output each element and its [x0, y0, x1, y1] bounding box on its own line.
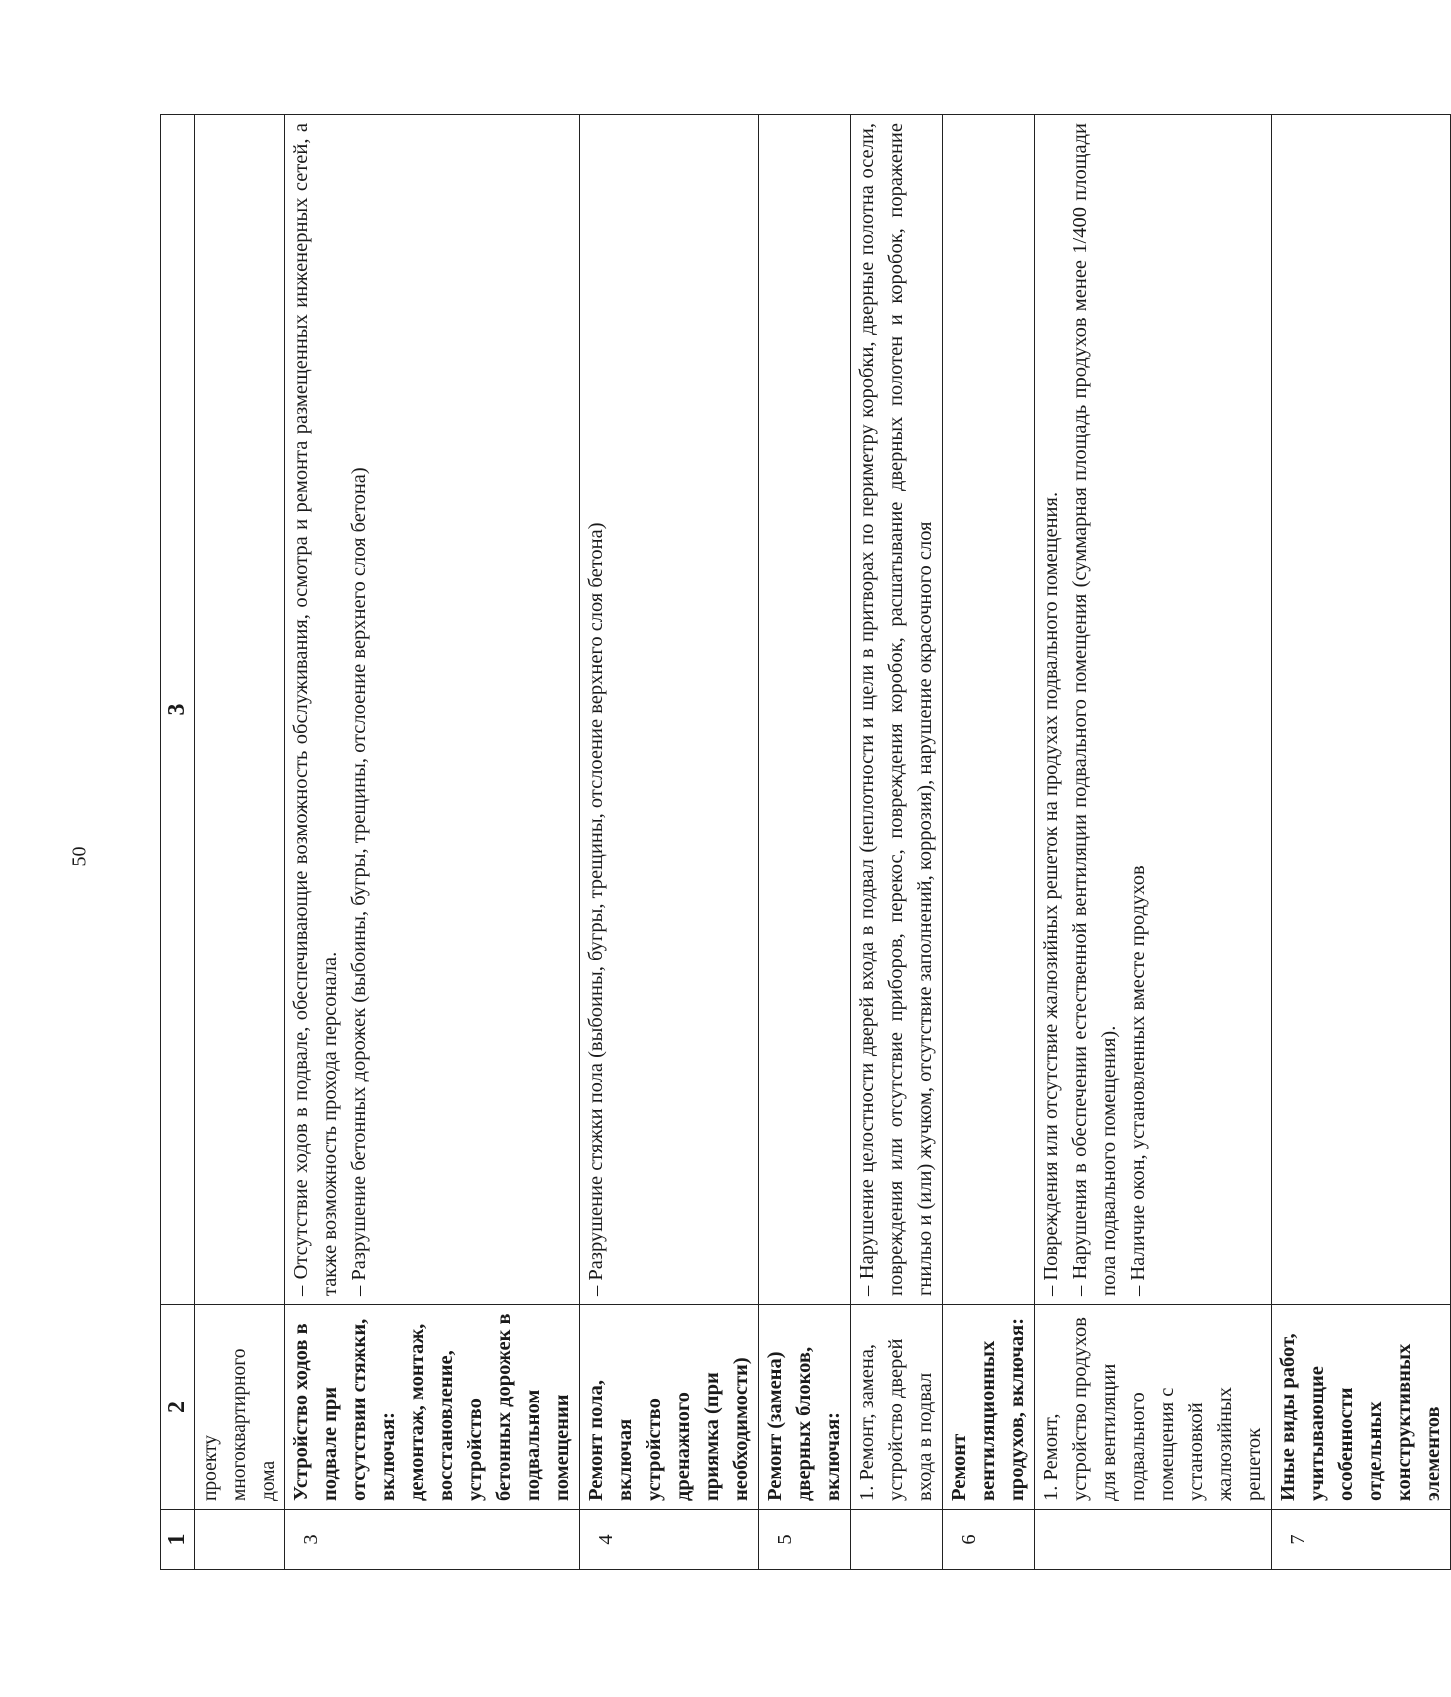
- table-row: [580, 115, 759, 1570]
- defect-description: [759, 115, 851, 1305]
- row-number: 3: [285, 1510, 580, 1570]
- row-number: 4: [580, 1510, 759, 1570]
- defect-item: – Наличие окон, установленных вместе продухов: [1127, 865, 1149, 1296]
- table-row: [1272, 115, 1451, 1570]
- work-title: Устройство ходов в подвале при отсутствии стяжки, включая: демонтаж, монтаж, восстановление, устройство бетонных дорожек в подвальном помещении: [285, 1305, 580, 1510]
- page-number: 50: [68, 846, 91, 867]
- table-row: [851, 115, 943, 1570]
- table-row: [943, 115, 1035, 1570]
- row-number: [851, 1510, 943, 1570]
- header-col-3: 3: [161, 115, 195, 1305]
- defect-item: – Разрушение бетонных дорожек (выбоины, бугры, трещины, отслоение верхнего слоя бетона): [348, 467, 370, 1296]
- row-number: 7: [1272, 1510, 1451, 1570]
- defect-description: [1272, 115, 1451, 1305]
- work-title: Ремонт (замена) дверных блоков, включая:: [759, 1305, 851, 1510]
- table-row: [1035, 115, 1272, 1570]
- defect-item: – Нарушения в обеспечении естественной вентиляции подвального помещения (суммарная площадь продухов менее 1/400 площади пола подвального помещения).: [1069, 123, 1120, 1296]
- row-number: 5: [759, 1510, 851, 1570]
- defect-item: – Разрушение стяжки пола (выбоины, бугры, трещины, отслоение верхнего слоя бетона): [585, 522, 607, 1296]
- continuation-text: проекту многоквартирного дома: [195, 1305, 285, 1510]
- defect-description: [851, 115, 943, 1305]
- header-col-2: 2: [161, 1305, 195, 1510]
- work-title: Ремонт пола, включая устройство дренажного приямка (при необходимости): [580, 1305, 759, 1510]
- rotated-table-container: [160, 115, 1444, 1570]
- defect-description: [1035, 115, 1272, 1305]
- work-title: Иные виды работ, учитывающие особенности отдельных конструктивных элементов: [1272, 1305, 1451, 1510]
- defect-item: – Отсутствие ходов в подвале, обеспечивающие возможность обслуживания, осмотра и ремонта размещенных инженерных сетей, а также возможность прохода персонала.: [290, 123, 341, 1296]
- row-number: 6: [943, 1510, 1035, 1570]
- header-row: [161, 115, 195, 1570]
- works-table: [160, 114, 1451, 1570]
- table-row: [759, 115, 851, 1570]
- defect-description: [580, 115, 759, 1305]
- defect-item: – Нарушение целостности дверей входа в подвал (неплотности и щели в притворах по периметру коробки, дверные полотна осели, повреждения или отсутствие приборов, перекос, повреждения коробок, расшатывание дверных полотен и коробок, поражение гнилью и (или) жучком, отсутствие заполнений, коррозия), нарушение окрасочного слоя: [856, 123, 936, 1296]
- table-row: [285, 115, 580, 1570]
- work-title: Ремонт вентиляционных продухов, включая:: [943, 1305, 1035, 1510]
- work-title: 1. Ремонт, устройство продухов для вентиляции подвального помещения с установкой жалюзийных решеток: [1035, 1305, 1272, 1510]
- work-title: 1. Ремонт, замена, устройство дверей входа в подвал: [851, 1305, 943, 1510]
- row-number: [1035, 1510, 1272, 1570]
- continuation-row: [195, 115, 285, 1570]
- header-col-1: 1: [161, 1510, 195, 1570]
- continuation-num: [195, 1510, 285, 1570]
- defect-description: [943, 115, 1035, 1305]
- defect-description: [285, 115, 580, 1305]
- defect-item: – Повреждения или отсутствие жалюзийных решеток на продухах подвального помещения.: [1040, 491, 1062, 1296]
- continuation-desc: [195, 115, 285, 1305]
